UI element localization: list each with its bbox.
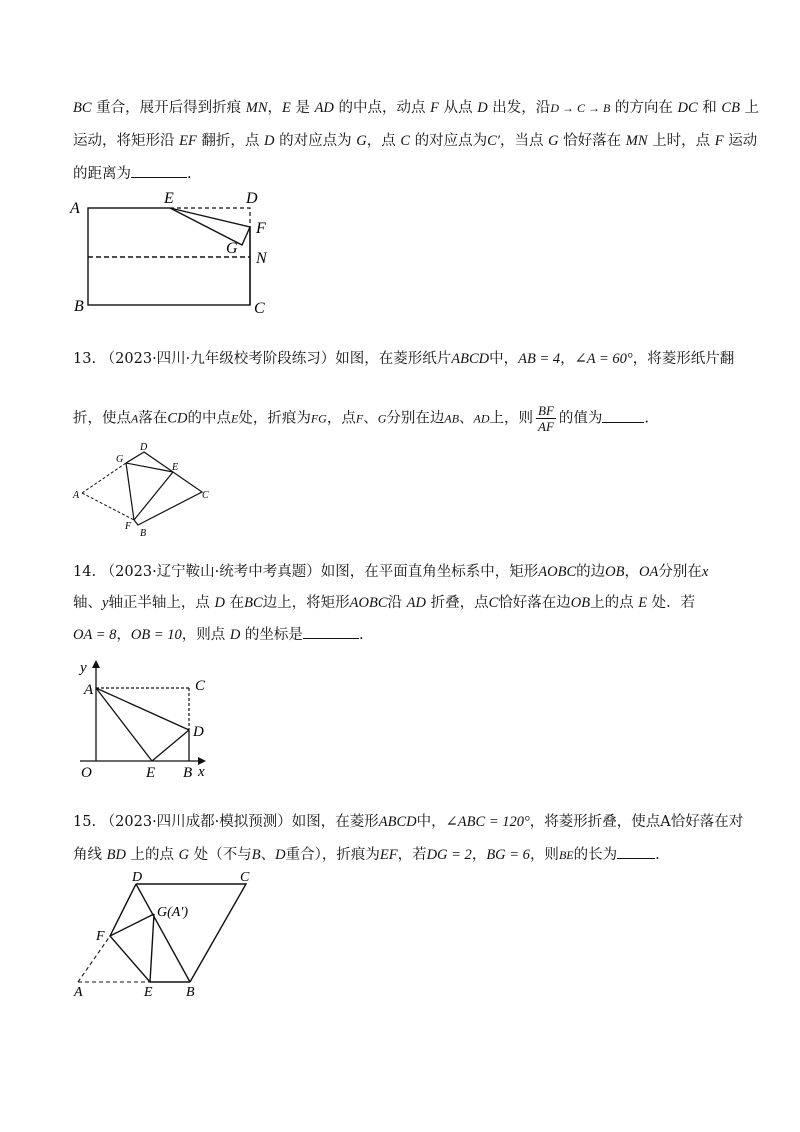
- p12-figure: [60, 185, 280, 320]
- question-number: 13.: [73, 351, 97, 367]
- p13-line-2: 折，使点A落在CD的中点E处，折痕为FG，点F、G分别在边AB、AD上，则 $\frac{BF}{AF}$ 的值为 .: [73, 403, 650, 434]
- p15-figure: [70, 870, 310, 1000]
- answer-blank[interactable]: [617, 844, 655, 859]
- p14-line-1: 14. （2023·辽宁鞍山·统考中考真题）如图，在平面直角坐标系中，矩形AOBC的边OB，OA分别在x: [73, 564, 709, 580]
- question-source: （2023·四川·九年级校考阶段练习）: [100, 351, 336, 367]
- label-B: B: [74, 298, 84, 315]
- p14-line-2: 轴、y轴正半轴上，点 D 在BC边上，将矩形AOBC沿 AD 折叠，点C恰好落在边OB上的点 E 处．若: [73, 595, 696, 611]
- label-B: B: [186, 985, 195, 1000]
- label-A: A: [74, 985, 83, 1000]
- p15-line-1: 15. （2023·四川成都·模拟预测）如图，在菱形ABCD中，∠ABC = 120°，将菱形折叠，使点A恰好落在对: [73, 814, 744, 830]
- label-N: N: [256, 250, 267, 267]
- label-C: C: [240, 870, 250, 885]
- label-F: F: [96, 929, 105, 944]
- p14-line-3: OA = 8，OB = 10，则点 D 的坐标是 .: [73, 624, 364, 645]
- question-number: 14.: [73, 564, 97, 580]
- answer-blank[interactable]: [602, 408, 644, 423]
- label-D: D: [140, 442, 148, 453]
- p13-figure: [72, 440, 222, 540]
- p13-line-1: 13. （2023·四川·九年级校考阶段练习）如图，在菱形纸片ABCD中，AB = 4，∠A = 60°，将菱形纸片翻: [73, 351, 735, 367]
- label-D: D: [132, 870, 143, 885]
- question-source: （2023·四川成都·模拟预测）: [100, 814, 292, 830]
- label-G: G: [116, 454, 124, 465]
- label-O: O: [81, 765, 92, 781]
- label-E: E: [146, 765, 156, 781]
- label-D: D: [193, 724, 204, 740]
- fraction-bf-af: $\frac{BF}{AF}$: [538, 403, 554, 434]
- label-E: E: [144, 985, 153, 1000]
- label-A: A: [70, 200, 80, 217]
- label-C: C: [195, 678, 206, 694]
- label-A: A: [84, 682, 94, 698]
- label-C: C: [202, 490, 209, 501]
- label-G: G: [226, 240, 238, 257]
- label-E: E: [172, 462, 179, 473]
- label-B: B: [140, 528, 147, 539]
- question-number: 15.: [73, 814, 97, 830]
- p12-line-1: BC 重合，展开后得到折痕 MN，E 是 AD 的中点，动点 F 从点 D 出发，沿D → C → B 的方向在 DC 和 CB 上: [73, 100, 760, 116]
- label-x: x: [198, 764, 205, 780]
- label-E: E: [164, 190, 174, 207]
- label-C: C: [254, 300, 265, 317]
- p12-line-2: 运动，将矩形沿 EF 翻折，点 D 的对应点为 G，点 C 的对应点为C′，当点 G 恰好落在 MN 上时，点 F 运动: [73, 133, 758, 149]
- label-A: A: [73, 490, 80, 501]
- question-source: （2023·辽宁鞍山·统考中考真题）: [100, 564, 321, 580]
- p15-line-2: 角线 BD 上的点 G 处（不与B、D重合），折痕为EF，若DG = 2，BG = 6，则BE的长为 .: [73, 844, 660, 865]
- label-y: y: [80, 660, 87, 676]
- label-B: B: [183, 765, 193, 781]
- answer-blank[interactable]: [303, 624, 359, 639]
- label-F: F: [256, 220, 266, 237]
- p14-figure: [76, 658, 236, 783]
- answer-blank[interactable]: [131, 163, 187, 178]
- label-G: G(A′): [157, 905, 189, 920]
- label-F: F: [125, 521, 132, 532]
- label-D: D: [246, 190, 258, 207]
- p12-line-3: 的距离为 .: [73, 163, 192, 184]
